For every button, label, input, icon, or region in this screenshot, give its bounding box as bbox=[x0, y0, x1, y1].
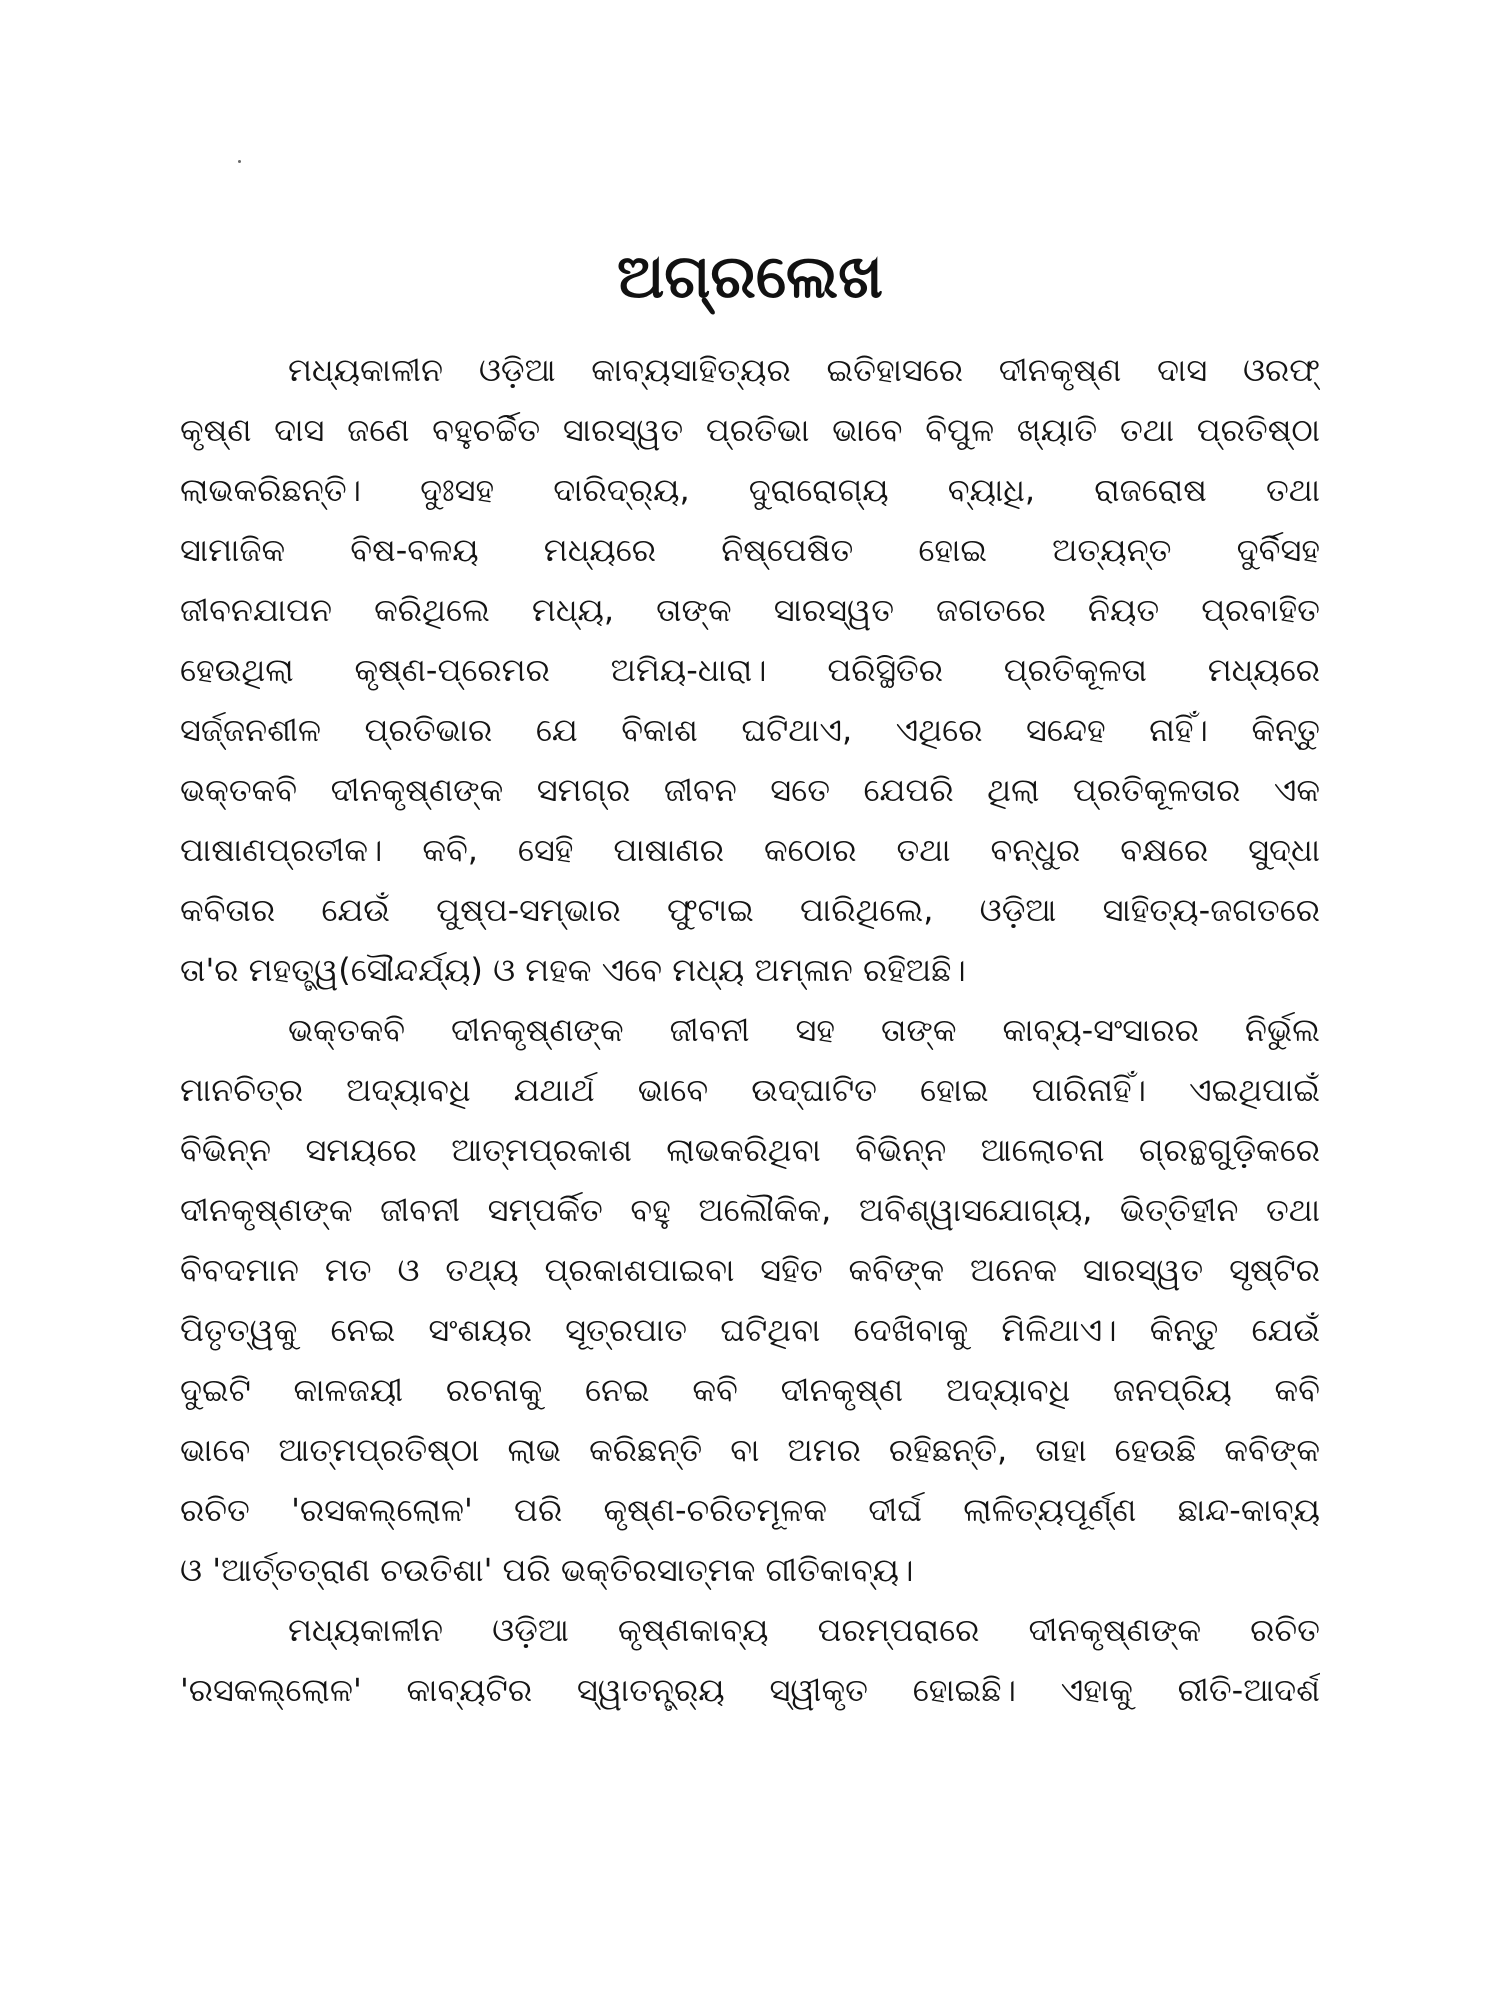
text-line: ସର୍ଜ୍ଜନଶୀଳ ପ୍ରତିଭାର ଯେ ବିକାଶ ଘଟିଥାଏ, ଏଥିରେ ସନ୍ଦେହ ନାହିଁ। କିନ୍ତୁ bbox=[180, 711, 1320, 749]
text-line: ଦୁଇଟି କାଳଜୟୀ ରଚନାକୁ ନେଇ କବି ଦୀନକୃଷ୍ଣ ଅଦ୍ୟାବଧି ଜନପ୍ରିୟ କବି bbox=[180, 1371, 1320, 1409]
text-line: ଭକ୍ତକବି ଦୀନକୃଷ୍ଣଙ୍କ ଜୀବନୀ ସହ ତାଙ୍କ କାବ୍ୟ-ସଂସାରର ନିର୍ଭୁଲ bbox=[288, 1011, 1320, 1049]
text-line: ଲାଭକରିଛନ୍ତି। ଦୁଃସହ ଦାରିଦ୍ର୍ୟ, ଦୁରାରୋଗ୍ୟ ବ୍ୟାଧି, ରାଜରୋଷ ତଥା bbox=[180, 471, 1320, 509]
text-line: ରଚିତ 'ରସକଲ୍ଲୋଳ' ପରି କୃଷ୍ଣ-ଚରିତମୂଳକ ଦୀର୍ଘ ଲାଳିତ୍ୟପୂର୍ଣ୍ଣ ଛାନ୍ଦ-କାବ୍ୟ bbox=[180, 1491, 1320, 1529]
text-line: 'ରସକଲ୍ଲୋଳ' କାବ୍ୟଟିର ସ୍ୱାତନ୍ତ୍ର୍ୟ ସ୍ୱୀକୃତ ହୋଇଛି। ଏହାକୁ ରୀତି-ଆଦର୍ଶ bbox=[180, 1671, 1320, 1709]
text-line: ସାମାଜିକ ବିଷ-ବଳୟ ମଧ୍ୟରେ ନିଷ୍ପେଷିତ ହୋଇ ଅତ୍ୟନ୍ତ ଦୁର୍ବିସହ bbox=[180, 531, 1320, 569]
text-line: ବିବଦମାନ ମତ ଓ ତଥ୍ୟ ପ୍ରକାଶପାଇବା ସହିତ କବିଙ୍କ ଅନେକ ସାରସ୍ୱତ ସୃଷ୍ଟିର bbox=[180, 1251, 1320, 1289]
page-title: ଅଗ୍ରଲେଖ bbox=[616, 242, 884, 312]
text-line: ଜୀବନଯାପନ କରିଥିଲେ ମଧ୍ୟ, ତାଙ୍କ ସାରସ୍ୱତ ଜଗତରେ ନିୟତ ପ୍ରବାହିତ bbox=[180, 591, 1320, 629]
text-line: ପିତୃତ୍ୱକୁ ନେଇ ସଂଶୟର ସୂତ୍ରପାତ ଘଟିଥିବା ଦେଖିବାକୁ ମିଳିଥାଏ। କିନ୍ତୁ ଯେଉଁ bbox=[180, 1311, 1320, 1349]
text-line: ମଧ୍ୟକାଳୀନ ଓଡ଼ିଆ କୃଷ୍ଣକାବ୍ୟ ପରମ୍ପରାରେ ଦୀନକୃଷ୍ଣଙ୍କ ରଚିତ bbox=[288, 1611, 1320, 1649]
text-line: ତା'ର ମହତ୍ତ୍ୱ(ସୌନ୍ଦର୍ଯ୍ୟ) ଓ ମହକ ଏବେ ମଧ୍ୟ ଅମ୍ଳାନ ରହିଅଛି। bbox=[180, 951, 966, 989]
text-line: କବିତାର ଯେଉଁ ପୁଷ୍ପ-ସମ୍ଭାର ଫୁଟାଇ ପାରିଥିଲେ, ଓଡ଼ିଆ ସାହିତ୍ୟ-ଜଗତରେ bbox=[180, 891, 1320, 929]
text-line: ହେଉଥିଲା କୃଷ୍ଣ-ପ୍ରେମର ଅମିୟ-ଧାରା। ପରିସ୍ଥିତିର ପ୍ରତିକୂଳତା ମଧ୍ୟରେ bbox=[180, 651, 1320, 689]
text-line: ଓ 'ଆର୍ତ୍ତତ୍ରାଣ ଚଉତିଶା' ପରି ଭକ୍ତିରସାତ୍ମକ ଗୀତିକାବ୍ୟ। bbox=[180, 1551, 914, 1589]
text-line: ପାଷାଣପ୍ରତୀକ। କବି, ସେହି ପାଷାଣର କଠୋର ତଥା ବନ୍ଧୁର ବକ୍ଷରେ ସୁଦ୍ଧା bbox=[180, 831, 1320, 869]
text-line: ଭାବେ ଆତ୍ମପ୍ରତିଷ୍ଠା ଲାଭ କରିଛନ୍ତି ବା ଅମର ରହିଛନ୍ତି, ତାହା ହେଉଛି କବିଙ୍କ bbox=[180, 1431, 1320, 1469]
text-line: ଦୀନକୃଷ୍ଣଙ୍କ ଜୀବନୀ ସମ୍ପର୍କିତ ବହୁ ଅଲୌକିକ, ଅବିଶ୍ୱାସଯୋଗ୍ୟ, ଭିତ୍ତିହୀନ ତଥା bbox=[180, 1191, 1320, 1229]
scan-speck bbox=[238, 160, 241, 163]
text-line: ମଧ୍ୟକାଳୀନ ଓଡ଼ିଆ କାବ୍ୟସାହିତ୍ୟର ଇତିହାସରେ ଦୀନକୃଷ୍ଣ ଦାସ ଓରଫ୍ bbox=[288, 351, 1320, 389]
body-text bbox=[180, 340, 1320, 1720]
text-line: ମାନଚିତ୍ର ଅଦ୍ୟାବଧି ଯଥାର୍ଥ ଭାବେ ଉଦ୍‌ଘାଟିତ ହୋଇ ପାରିନାହିଁ। ଏଇଥିପାଇଁ bbox=[180, 1071, 1320, 1109]
text-line: ବିଭିନ୍ନ ସମୟରେ ଆତ୍ମପ୍ରକାଶ ଲାଭକରିଥିବା ବିଭିନ୍ନ ଆଲୋଚନା ଗ୍ରନ୍ଥଗୁଡ଼ିକରେ bbox=[180, 1131, 1320, 1169]
text-line: କୃଷ୍ଣ ଦାସ ଜଣେ ବହୁଚର୍ଚ୍ଚିତ ସାରସ୍ୱତ ପ୍ରତିଭା ଭାବେ ବିପୁଳ ଖ୍ୟାତି ତଥା ପ୍ରତିଷ୍ଠା bbox=[180, 411, 1320, 449]
text-line: ଭକ୍ତକବି ଦୀନକୃଷ୍ଣଙ୍କ ସମଗ୍ର ଜୀବନ ସତେ ଯେପରି ଥିଲା ପ୍ରତିକୂଳତାର ଏକ bbox=[180, 771, 1320, 809]
